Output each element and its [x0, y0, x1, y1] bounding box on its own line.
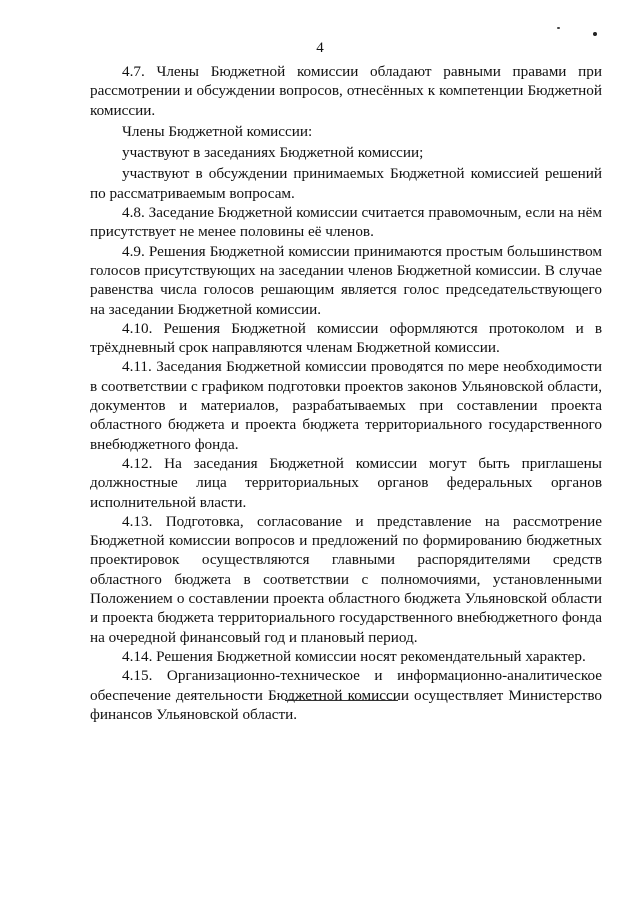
paragraph-4-14: 4.14. Решения Бюджетной комиссии носят рекомендательный характер. [122, 647, 586, 665]
paragraph-members-heading: Члены Бюджетной комиссии: [122, 122, 313, 140]
end-divider [285, 700, 398, 701]
paragraph-4-15: 4.15. Организационно-техническое и информационно-аналитическое обеспечение деятельности Бюджетной комиссии осуществляет Министерство финансов Ульяновской области. [90, 667, 602, 723]
paragraph-4-13: 4.13. Подготовка, согласование и представление на рассмотрение Бюджетной комиссии вопросов и предложений по формированию бюджетных проектировок осуществляются главными распорядителями средств областного бюджета в соответствии с полномочиями, установленными Положением о составлении проекта областного бюджета Ульяновской области и проекта бюджета территориального государственного внебюджетного фонда на очередной финансовый год и плановый период. [90, 512, 602, 646]
paragraph-4-9: 4.9. Решения Бюджетной комиссии принимаются простым большинством голосов присутствующих на заседании членов Бюджетной комиссии. В случае равенства числа голосов решающим является голос председательствующего на заседании Бюджетной комиссии. [90, 242, 602, 318]
paragraph-4-8: 4.8. Заседание Бюджетной комиссии считается правомочным, если на нём присутствует не менее половины её членов. [90, 204, 602, 241]
paragraph-4-10: 4.10. Решения Бюджетной комиссии оформляются протоколом и в трёхдневный срок направляются членам Бюджетной комиссии. [90, 319, 602, 357]
scan-speck [593, 32, 597, 36]
paragraph-4-11: 4.11. Заседания Бюджетной комиссии проводятся по мере необходимости в соответствии с графиком подготовки проектов законов Ульяновской области, документов и материалов, разрабатываемых при составлении проекта областного бюджета и проекта бюджета территориального государственного внебюджетного фонда. [90, 358, 602, 453]
scan-speck [557, 27, 560, 29]
paragraph-members-item-2: участвуют в обсуждении принимаемых Бюджетной комиссией решений по рассматриваемым вопросам. [90, 165, 602, 202]
paragraph-members-item-1: участвуют в заседаниях Бюджетной комиссии; [122, 144, 424, 162]
paragraph-4-12: 4.12. На заседания Бюджетной комиссии могут быть приглашены должностные лица территориальных органов федеральных органов исполнительной власти. [90, 454, 602, 511]
page-number: 4 [316, 40, 324, 56]
paragraph-4-7: 4.7. Члены Бюджетной комиссии обладают равными правами при рассмотрении и обсуждении вопросов, отнесённых к компетенции Бюджетной комиссии. [90, 63, 602, 119]
document-body [90, 62, 602, 724]
